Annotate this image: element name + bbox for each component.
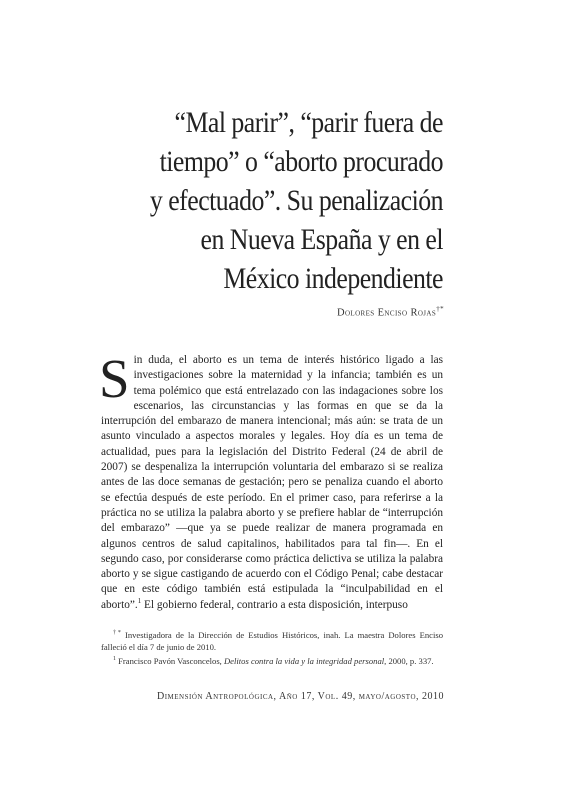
footnote-reference[interactable]: 1 xyxy=(137,596,142,605)
title-line: tiempo” o “aborto procurado xyxy=(159,145,443,178)
footnote-text: Francisco Pavón Vasconcelos, xyxy=(116,655,224,666)
footnote-text-end: , 2000, p. 337. xyxy=(384,655,434,666)
title-line: en Nueva España y en el xyxy=(200,223,443,256)
footnote-text: Investigadora de la Dirección de Estudios Históricos, inah. La maestra Dolores Enciso falleció el día 7 de junio de 2010. xyxy=(101,629,444,652)
body-paragraph xyxy=(99,348,443,613)
footnote-author xyxy=(101,627,443,653)
footnote-book-title: Delitos contra la vida y la integridad personal xyxy=(223,655,385,666)
footnote-mark: 1 xyxy=(113,655,116,662)
drop-cap: S xyxy=(99,348,130,409)
author-byline xyxy=(337,305,444,319)
body-text: in duda, el aborto es un tema de interés histórico ligado a las investigaciones sobre la maternidad y la infancia; también es un tema polémico que está entrelazado con las indagaciones sobre los escenarios, las circunstancias y las formas en que se da la interrupción del embarazo de manera intencional; más aún: se trata de un asunto vinculado a aspectos morales y legales. Hoy día es un tema de actualidad, pues para la legislación del Distrito Federal (24 de abril de 2007) se despenaliza la interrupción voluntaria del embarazo si se realiza antes de las doce semanas de gestación; pero se penaliza cuando el aborto se efectúa después de este período. En el primer caso, para referirse a la práctica no se utiliza la palabra aborto y se prefiere hablar de “interrupción del embarazo” —que ya se puede realizar de manera programada en algunos centros de salud capitalinos, habilitados para tal fin—. En el segundo caso, por considerarse como práctica delictiva se utiliza la palabra aborto y se sigue castigando de acuerdo con el Código Penal; cabe destacar que en este código también está estipulada la “inculpabilidad en el aborto”. xyxy=(101,354,443,611)
footnotes xyxy=(101,627,443,667)
article-title xyxy=(133,103,443,298)
footnote-mark: †* xyxy=(113,630,121,636)
journal-footer: Dimensión Antropológica, Año 17, Vol. 49, mayo/agosto, 2010 xyxy=(157,691,444,702)
title-line: México independiente xyxy=(223,262,443,295)
title-line: y efectuado”. Su penalización xyxy=(149,184,444,217)
footnote-1 xyxy=(101,653,443,667)
title-line: “Mal parir”, “parir fuera de xyxy=(174,106,444,139)
body-text-continued: El gobierno federal, contrario a esta disposición, interpuso xyxy=(141,598,408,611)
author-footnote-marks: †* xyxy=(436,305,444,313)
author-name: Dolores Enciso Rojas xyxy=(336,307,437,319)
